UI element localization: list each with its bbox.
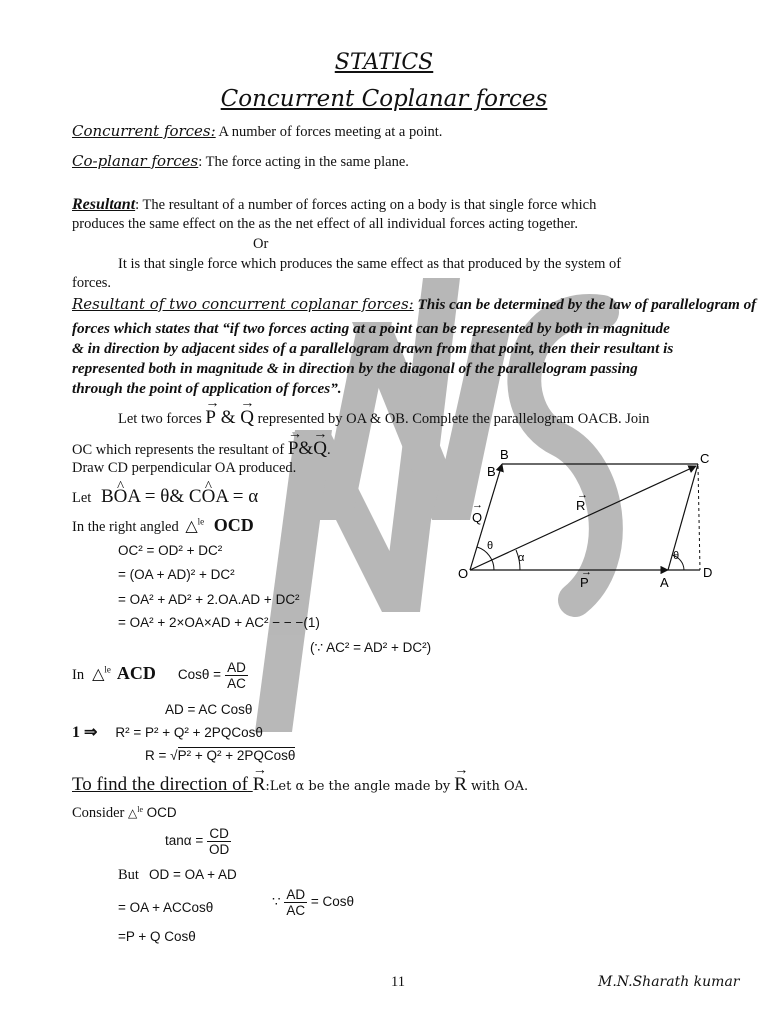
coplanar-text: : The force acting in the same plane. xyxy=(198,154,409,170)
tan-label: tanα = xyxy=(165,833,204,849)
label-d: D xyxy=(703,565,713,580)
label-alpha: α xyxy=(518,552,525,564)
parallelogram-diagram xyxy=(450,444,730,604)
eq-7: R² = P² + Q² + 2PQCosθ xyxy=(115,725,263,740)
proof-text2: OC which represents the resultant of xyxy=(72,442,285,458)
in-right-angled xyxy=(72,515,254,536)
cos-label: Cosθ = xyxy=(177,667,222,683)
label-r-arrow: → xyxy=(577,489,588,501)
proof-text1b: represented by OA & OB. Complete the parallelogram OACB. Join xyxy=(257,411,650,427)
triangle-symbol-2: △$^{le}$ xyxy=(92,664,111,684)
frac-den: AC xyxy=(227,676,246,691)
label-b-top: B xyxy=(500,447,509,462)
resultant-line1 xyxy=(72,196,596,214)
frac-den-ac: AC xyxy=(286,903,306,918)
page-subtitle: Concurrent Coplanar forces xyxy=(220,86,548,112)
but-row xyxy=(118,866,237,884)
page-number: 11 xyxy=(391,974,405,990)
direction-heading: To find the direction of → R xyxy=(72,774,265,795)
dir-eq-3: =P + Q Cosθ xyxy=(118,929,196,944)
frac-den-od: OD xyxy=(208,842,230,857)
resultant-line2: produces the same effect on the as the net effect of all individual forces acting together. xyxy=(72,216,578,232)
vec-r: → R xyxy=(454,774,467,796)
def-concurrent xyxy=(72,122,442,141)
proof-text1a: Let two forces xyxy=(118,411,202,427)
eq-6: AD = AC Cosθ xyxy=(165,702,253,717)
resultant-term: Resultant xyxy=(72,196,136,213)
ocd-label: OCD xyxy=(213,515,254,535)
consider-text: Consider xyxy=(72,805,125,821)
resultant-line3: It is that single force which produces the same effect as that produced by the system of xyxy=(118,256,622,272)
let-angles xyxy=(72,486,258,508)
page-title: STATICS xyxy=(334,50,434,75)
label-theta-2: θ xyxy=(673,550,680,562)
fraction-ad-ac xyxy=(225,660,248,691)
law-text1: This can be determined by the law of parallelogram of xyxy=(413,296,757,313)
eq-5: (∵ AC² = AD² + DC²) xyxy=(310,640,432,655)
law-line4: represented both in magnitude & in direction by the diagonal of the parallelogram passing xyxy=(72,360,638,377)
label-r: R xyxy=(576,498,586,513)
eq-1: OC² = OD² + DC² xyxy=(118,543,223,558)
resultant-text1: : The resultant of a number of forces acting on a body is that single force which xyxy=(135,197,597,213)
def-coplanar xyxy=(72,152,409,171)
dir-eq-2: = OA + ACCosθ xyxy=(118,900,214,915)
author-signature: M.N.Sharath kumar xyxy=(598,974,740,990)
direction-text-a: :Let α be the angle made by xyxy=(265,779,451,794)
frac-num-ad: AD xyxy=(286,887,306,902)
eq-8 xyxy=(145,748,295,763)
label-q: Q xyxy=(472,510,483,525)
law-line2: forces which states that “if two forces acting at a point can be represented by both in magnitude xyxy=(72,320,670,337)
or-text: Or xyxy=(253,236,269,252)
triangle-symbol-3: △$^{le}$ xyxy=(127,805,143,820)
eq8-lhs: R = xyxy=(145,748,171,763)
concurrent-text: A number of forces meeting at a point. xyxy=(215,124,443,140)
concurrent-term: Concurrent forces: xyxy=(72,122,216,140)
in-right-text: In the right angled xyxy=(72,519,179,535)
because-symbol: ∵ xyxy=(272,894,281,910)
resultant-line4: forces. xyxy=(72,275,112,291)
let-text: Let xyxy=(72,490,92,506)
coplanar-term: Co-planar forces xyxy=(72,152,199,170)
direction-heading-row xyxy=(72,774,528,796)
eq-2: = (OA + AD)² + DC² xyxy=(118,567,235,582)
frac-num-cd: CD xyxy=(207,826,231,842)
label-o: O xyxy=(458,566,469,581)
eq-7-row xyxy=(72,722,263,742)
vec-p-q-2: → P&→ Q xyxy=(288,438,327,459)
proof-line1 xyxy=(118,407,649,429)
label-b: B xyxy=(487,464,496,479)
angle-defs: B^ OA = θ& C^ OA = α xyxy=(101,486,258,507)
consider-row xyxy=(72,805,177,822)
label-a: A xyxy=(660,575,669,590)
ocd-label-2: OCD xyxy=(146,805,177,820)
in-text: In xyxy=(72,667,85,684)
but-text: But xyxy=(118,867,139,883)
label-theta: θ xyxy=(487,540,494,552)
triangle-symbol: △$^{le}$ xyxy=(185,516,205,535)
direction-text-b: with OA. xyxy=(470,779,529,794)
eq8-radicand: P² + Q² + 2PQCosθ xyxy=(177,748,296,763)
acd-label: ACD xyxy=(116,663,156,684)
sqrt-sign: √ xyxy=(170,748,178,763)
direction-heading-text: To find the direction of xyxy=(72,774,248,795)
in-acd xyxy=(72,660,248,691)
tan-row xyxy=(165,826,231,857)
vec-p-q: → P & → Q xyxy=(205,407,254,428)
label-q-arrow: → xyxy=(472,499,483,511)
diagonal-oc xyxy=(470,466,696,570)
implies-label: 1 ⇒ xyxy=(72,724,98,741)
perpendicular-cd xyxy=(698,466,700,570)
label-p: P xyxy=(580,575,589,590)
fraction-cd-od xyxy=(207,826,231,857)
eq-4: = OA² + 2×OA×AD + AC² − − −(1) xyxy=(118,615,320,630)
law-term: Resultant of two concurrent coplanar forces: xyxy=(72,295,414,313)
proof-line2: OC which represents the resultant of → P&→ Q. xyxy=(72,438,331,460)
eq-3: = OA² + AD² + 2.OA.AD + DC² xyxy=(118,592,300,607)
law-line5: through the point of application of forces”. xyxy=(72,380,342,397)
frac-num: AD xyxy=(227,660,246,675)
label-c: C xyxy=(700,451,710,466)
but-eq: OD = OA + AD xyxy=(148,867,237,882)
label-p-arrow: → xyxy=(581,566,592,578)
proof-line3: Draw CD perpendicular OA produced. xyxy=(72,460,297,476)
fraction-ad-ac-2 xyxy=(284,887,307,918)
law-line1 xyxy=(72,295,756,314)
law-line3: & in direction by adjacent sides of a parallelogram drawn from that point, then their resultant is xyxy=(72,340,674,357)
cos-rhs: = Cosθ xyxy=(310,894,355,910)
because-row xyxy=(272,887,354,918)
